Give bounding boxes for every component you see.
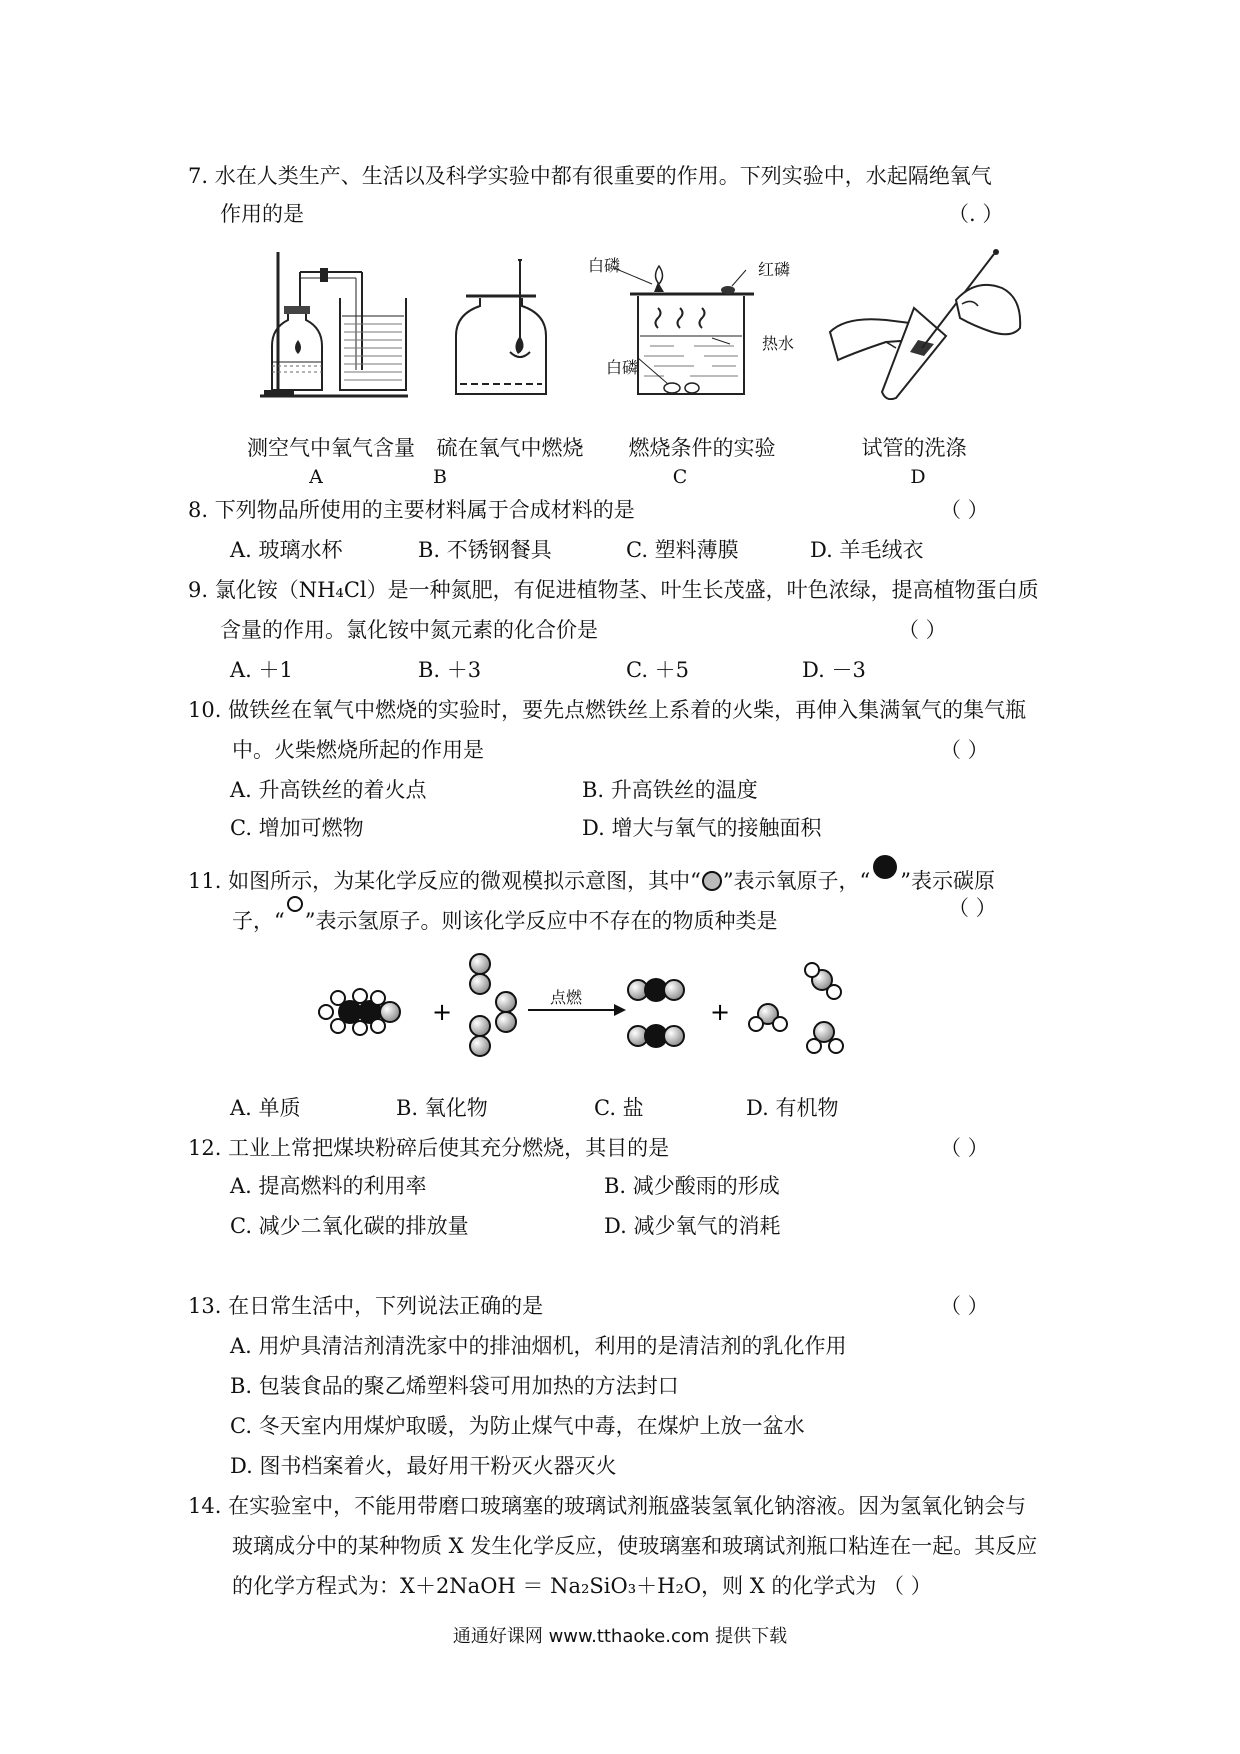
q11-option-d: D. 有机物: [746, 1096, 839, 1120]
q11-answer-paren: （ ）: [948, 896, 997, 920]
q10-answer-paren: （ ）: [940, 738, 989, 762]
q9-stem-line2: 含量的作用。氯化铵中氮元素的化合价是: [220, 618, 598, 642]
reaction-arrow-label: 点燃: [550, 988, 583, 1007]
q11-text-2b: ”表示氢原子。则该化学反应中不存在的物质种类是: [304, 909, 778, 933]
fig-a-caption: 测空气中氧气含量: [247, 436, 415, 460]
q8-option-c: C. 塑料薄膜: [626, 538, 739, 562]
label-white-phosphorus-top: 白磷: [588, 256, 621, 275]
q11-text-1a: 11. 如图所示，为某化学反应的微观模拟示意图，其中“: [188, 869, 701, 893]
fig-c-caption: 燃烧条件的实验: [628, 436, 776, 460]
product-molecules-water: [749, 963, 843, 1053]
q11-stem-line2: [232, 894, 777, 935]
q13-option-d: D. 图书档案着火，最好用干粉灭火器灭火: [230, 1454, 617, 1478]
q9-option-b: B. ＋3: [418, 658, 482, 682]
fig-d-caption: 试管的洗涤: [861, 436, 967, 460]
q9-option-a: A. ＋1: [230, 658, 293, 682]
figure-a-oxygen-content: [258, 250, 418, 400]
q14-stem-line3: 的化学方程式为：X＋2NaOH ＝ Na₂SiO₃＋H₂O，则 X 的化学式为 （ ）: [232, 1574, 932, 1598]
q9-option-d: D. －3: [802, 658, 866, 682]
fig-b-letter: B: [433, 466, 447, 488]
label-red-phosphorus: 红磷: [758, 260, 791, 279]
fig-a-letter: A: [309, 466, 323, 488]
oxygen-atom-icon: [701, 870, 723, 892]
q7-answer-paren: （. ）: [948, 202, 1004, 226]
q8-option-d: D. 羊毛绒衣: [810, 538, 924, 562]
reactant-molecules-oxygen: [470, 954, 516, 1056]
carbon-atom-icon: [870, 854, 900, 880]
fig-c-letter: C: [672, 466, 688, 488]
q11-stem-line1: [188, 854, 995, 895]
q13-option-c: C. 冬天室内用煤炉取暖，为防止煤气中毒，在煤炉上放一盆水: [230, 1414, 805, 1438]
q12-option-a: A. 提高燃料的利用率: [230, 1174, 427, 1198]
reactant-molecule-organic: [319, 989, 400, 1035]
q13-option-a: A. 用炉具清洁剂清洗家中的排油烟机，利用的是清洁剂的乳化作用: [230, 1334, 847, 1358]
label-hot-water: 热水: [762, 334, 795, 353]
reaction-diagram: [310, 950, 870, 1070]
q10-stem-line1: 10. 做铁丝在氧气中燃烧的实验时，要先点燃铁丝上系着的火柴，再伸入集满氧气的集气瓶: [188, 698, 1027, 722]
q13-answer-paren: （ ）: [940, 1294, 989, 1318]
q8-stem: 8. 下列物品所使用的主要材料属于合成材料的是: [188, 498, 635, 522]
q11-text-2a: 子，“: [232, 909, 285, 933]
q9-answer-paren: （ ）: [898, 618, 947, 642]
page-footer: 通通好课网 www.tthaoke.com 提供下载: [452, 1626, 788, 1647]
q12-option-c: C. 减少二氧化碳的排放量: [230, 1214, 469, 1238]
q13-stem: 13. 在日常生活中，下列说法正确的是: [188, 1294, 544, 1318]
q12-stem: 12. 工业上常把煤块粉碎后使其充分燃烧，其目的是: [188, 1136, 670, 1160]
q10-option-a: A. 升高铁丝的着火点: [230, 778, 427, 802]
q8-option-a: A. 玻璃水杯: [230, 538, 343, 562]
q11-option-c: C. 盐: [594, 1096, 644, 1120]
svg-text:+: +: [710, 998, 731, 1026]
q12-option-d: D. 减少氧气的消耗: [604, 1214, 781, 1238]
fig-b-caption: 硫在氧气中燃烧: [436, 436, 584, 460]
q14-stem-line2: 玻璃成分中的某种物质 X 发生化学反应，使玻璃塞和玻璃试剂瓶口粘连在一起。其反应: [232, 1534, 1038, 1558]
q9-stem-line1: 9. 氯化铵（NH₄Cl）是一种氮肥，有促进植物茎、叶生长茂盛，叶色浓绿，提高植物蛋白质: [188, 578, 1039, 602]
q9-option-c: C. ＋5: [626, 658, 690, 682]
q12-option-b: B. 减少酸雨的形成: [604, 1174, 780, 1198]
q7-stem-line1: 7. 水在人类生产、生活以及科学实验中都有很重要的作用。下列实验中，水起隔绝氧气: [188, 164, 992, 188]
figure-d-test-tube-washing: [826, 248, 1026, 400]
q10-option-c: C. 增加可燃物: [230, 816, 364, 840]
q10-option-d: D. 增大与氧气的接触面积: [582, 816, 822, 840]
q7-stem-line2: 作用的是: [220, 202, 304, 226]
q14-stem-line1: 14. 在实验室中，不能用带磨口玻璃塞的玻璃试剂瓶盛装氢氧化钠溶液。因为氢氧化钠会与: [188, 1494, 1027, 1518]
svg-text:+: +: [432, 998, 453, 1026]
label-white-phosphorus-bottom: 白磷: [606, 358, 639, 377]
q13-option-b: B. 包装食品的聚乙烯塑料袋可用加热的方法封口: [230, 1374, 679, 1398]
q12-answer-paren: （ ）: [940, 1136, 989, 1160]
q11-option-b: B. 氧化物: [396, 1096, 488, 1120]
q10-stem-line2: 中。火柴燃烧所起的作用是: [232, 738, 484, 762]
figure-b-sulfur-burning: [446, 256, 556, 398]
q8-option-b: B. 不锈钢餐具: [418, 538, 552, 562]
fig-d-letter: D: [910, 466, 926, 488]
q11-text-1b: ”表示氧原子，“: [722, 869, 871, 893]
hydrogen-atom-icon: [285, 894, 305, 916]
q11-text-1c: ”表示碳原: [900, 869, 996, 893]
q10-option-b: B. 升高铁丝的温度: [582, 778, 758, 802]
q8-answer-paren: （ ）: [940, 498, 989, 522]
q11-option-a: A. 单质: [230, 1096, 301, 1120]
product-molecules-co2: [628, 978, 684, 1048]
